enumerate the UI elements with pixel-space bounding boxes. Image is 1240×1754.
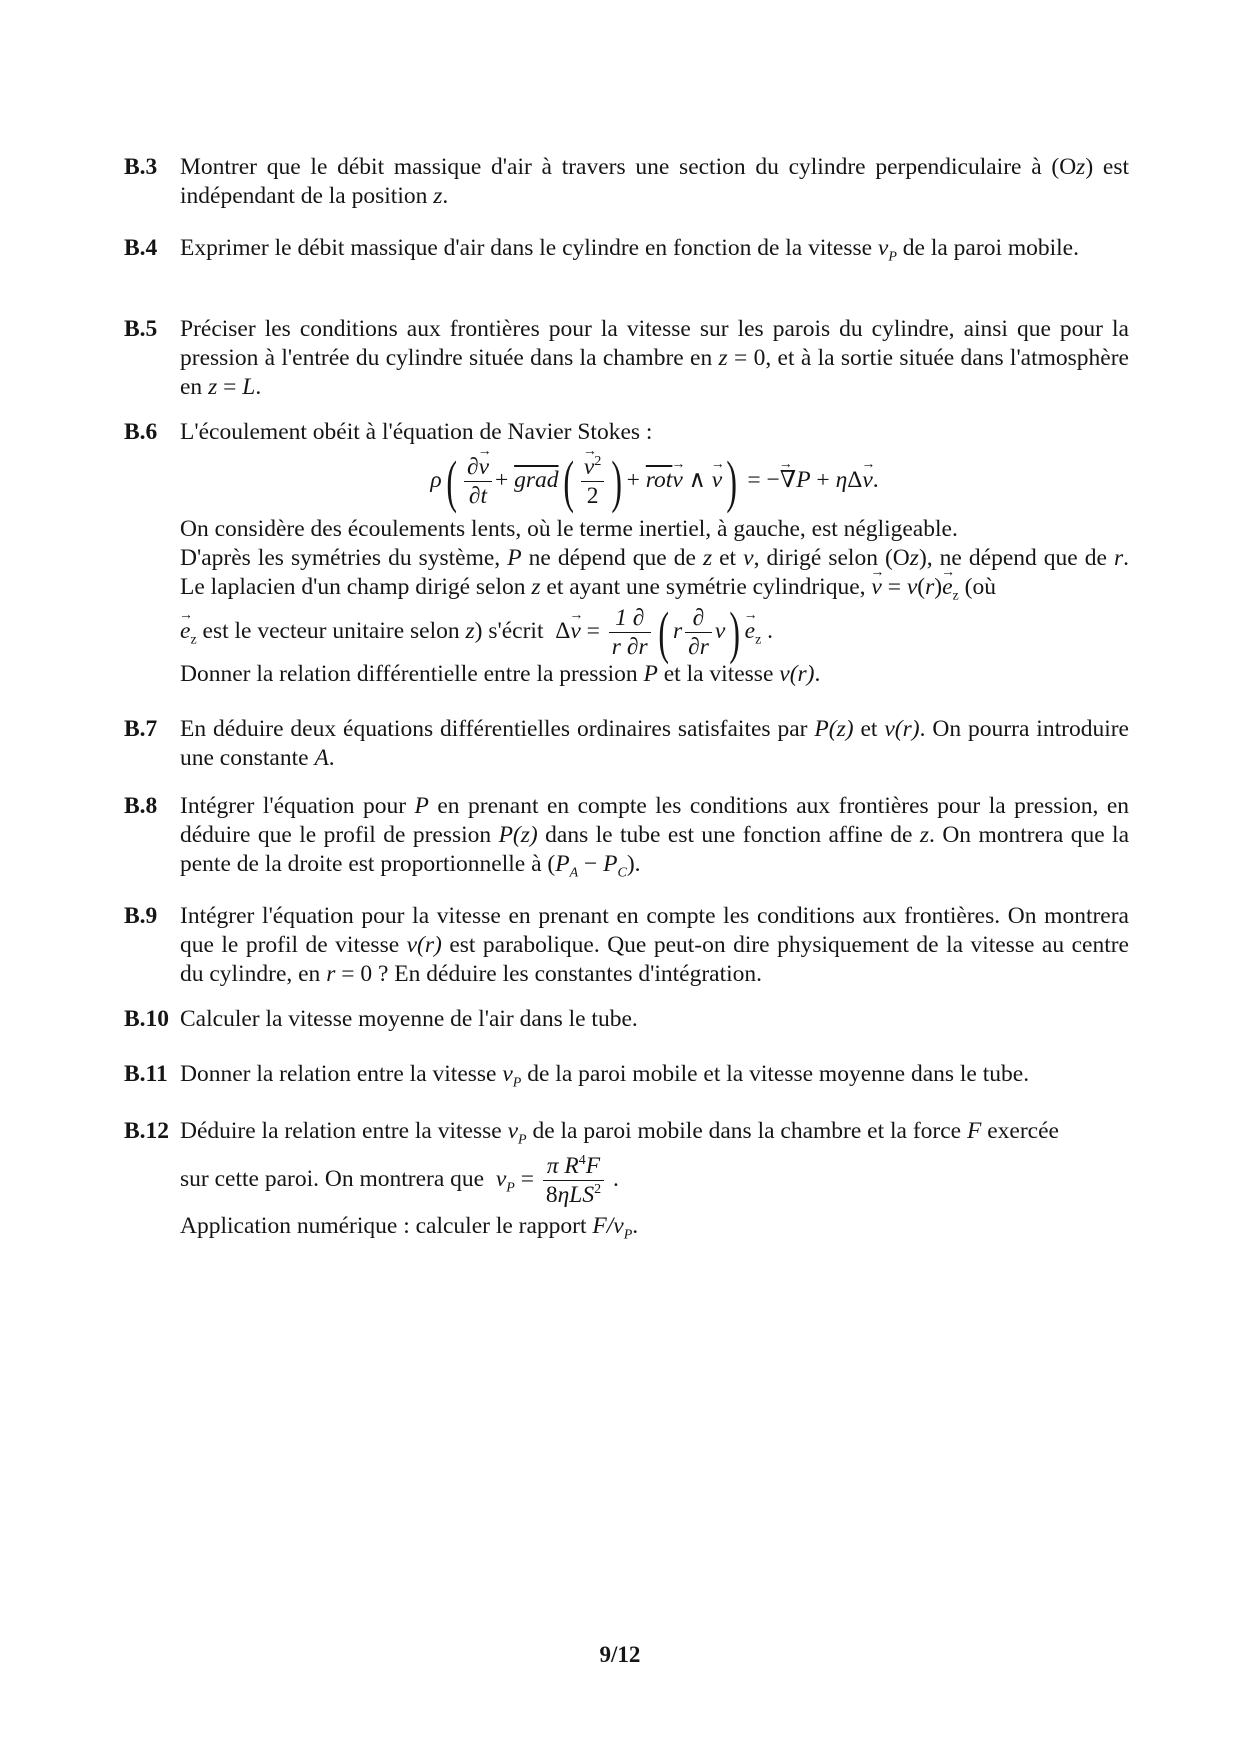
- b6-paragraph-3: → $e_z$ est le vecteur unitaire selon z) s'écrit Δ→ v = $\frac{1 \partial}{r \partial r}$ ( r $\frac{\partial}{\partial r}$ $v) \to e_z$ .: [180, 602, 1129, 660]
- question-text: Intégrer l'équation pour P en prenant en compte les conditions aux frontières pour la pression, en déduire que le profil de pression P(z) dans le tube est une fonction affine de z. On montrera que la pente de la droite est proportionnelle à $(P_A - P_C)$.: [180, 793, 1129, 881]
- question-label: B.5: [124, 316, 158, 342]
- b12-line-1: Déduire la relation entre la vitesse $v_P$ de la paroi mobile dans la chambre et la force F exercée: [180, 1118, 1059, 1148]
- page-number: 9/12: [599, 1642, 641, 1667]
- question-text: Donner la relation entre la vitesse $v_P$ de la paroi mobile et la vitesse moyenne dans le tube.: [180, 1061, 1030, 1091]
- question-label: B.8: [124, 793, 158, 819]
- question-b11: [124, 1060, 1129, 1089]
- question-label: B.6: [124, 419, 158, 445]
- b6-paragraph-1: On considère des écoulements lents, où le terme inertiel, à gauche, est négligeable.: [180, 516, 958, 542]
- navier-stokes-equation: ρ( $\frac{\partial\to v}{\partial t}$ + grad( → $\frac{v^2}{2}$ ) + $\overline{rot}\to v$ ∧ → v) = −→ ∇P + ηΔ→ v.: [180, 449, 1129, 511]
- question-b4: [124, 234, 1129, 263]
- question-label: B.11: [124, 1061, 168, 1087]
- question-b9: [124, 902, 1129, 989]
- question-label: B.3: [124, 154, 158, 180]
- b6-intro: L'écoulement obéit à l'équation de Navier Stokes :: [180, 419, 653, 445]
- question-text: En déduire deux équations différentielles ordinaires satisfaites par P(z) et v(r). On pourra introduire une constante A.: [180, 716, 1129, 771]
- b12-application: Application numérique : calculer le rapport $F/v_P$.: [180, 1213, 639, 1243]
- question-b8: [124, 792, 1129, 879]
- question-b12: [124, 1117, 1129, 1241]
- question-label: B.9: [124, 903, 158, 929]
- question-text: Exprimer le débit massique d'air dans le cylindre en fonction de la vitesse $v_P$ de la paroi mobile.: [180, 235, 1079, 265]
- question-label: B.10: [124, 1006, 170, 1032]
- question-b7: [124, 715, 1129, 773]
- question-text: [180, 418, 1129, 689]
- question-label: B.4: [124, 235, 158, 261]
- b6-paragraph-4: Donner la relation différentielle entre la pression P et la vitesse v(r).: [180, 661, 821, 687]
- question-label: B.12: [124, 1118, 170, 1144]
- question-text: Montrer que le débit massique d'air à travers une section du cylindre perpendiculaire à (Oz) est indépendant de la position z.: [180, 154, 1129, 209]
- question-label: B.7: [124, 716, 158, 742]
- question-b6: [124, 418, 1129, 689]
- question-text: Préciser les conditions aux frontières pour la vitesse sur les parois du cylindre, ainsi que pour la pression à l'entrée du cylindre située dans la chambre en z = 0, et à la sortie située dans l'atmosphère en z = L.: [180, 316, 1129, 400]
- question-b5: [124, 315, 1129, 402]
- question-b3: [124, 153, 1129, 211]
- question-b10: [124, 1005, 1129, 1034]
- question-text: Intégrer l'équation pour la vitesse en prenant en compte les conditions aux frontières. On montrera que le profil de vitesse v(r) est parabolique. Que peut-on dire physiquement de la vitesse au centre du cylindre, en r = 0 ? En déduire les constantes d'intégration.: [180, 903, 1129, 987]
- question-text: Calculer la vitesse moyenne de l'air dans le tube.: [180, 1006, 638, 1032]
- b12-line-2: sur cette paroi. On montrera que $v_P$ = $\frac{\pi R^4F}{8\eta LS^2}$ .: [180, 1153, 619, 1209]
- question-text: [180, 1117, 1129, 1241]
- b6-paragraph-2: D'après les symétries du système, P ne dépend que de z et v, dirigé selon (Oz), ne dépend que de r. Le laplacien d'un champ dirigé selon z et ayant une symétrie cylindrique, → $v = v(r)\to e_z$ (où: [180, 544, 1129, 602]
